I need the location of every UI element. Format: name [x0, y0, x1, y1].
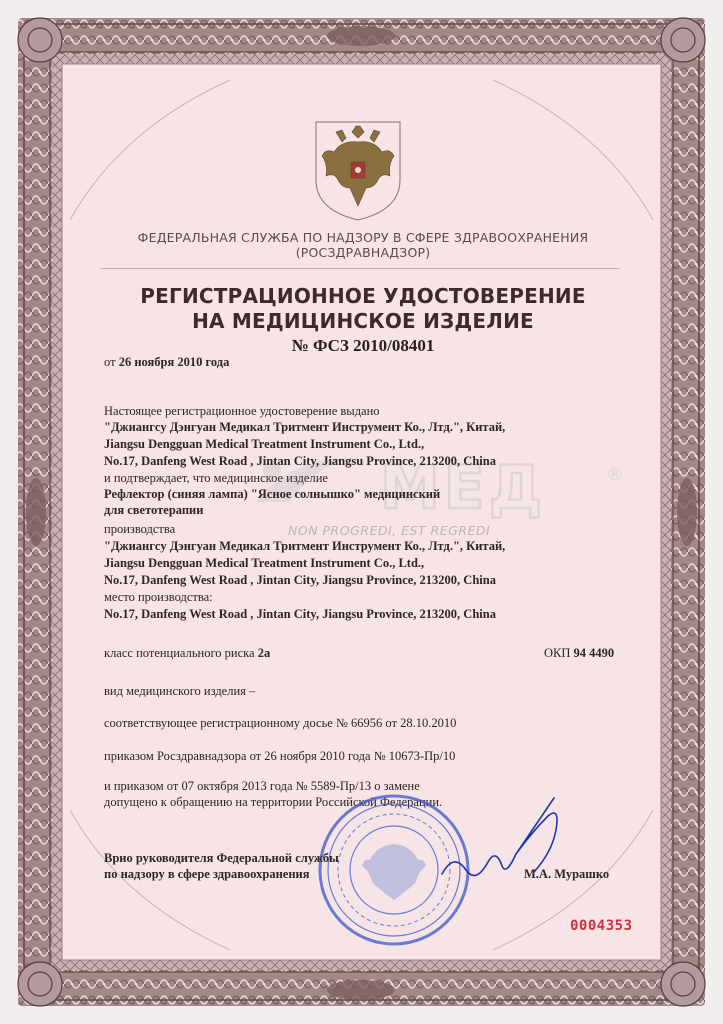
- dossier-reference: соответствующее регистрационному досье № 66956 от 28.10.2010: [104, 716, 457, 730]
- serial-number: 0004353: [570, 918, 633, 934]
- header-divider: [100, 268, 620, 269]
- issue-date-value: 26 ноября 2010 года: [118, 355, 230, 369]
- product-name: Рефлектор (синяя лампа) "Ясное солнышко" медицинский: [104, 487, 441, 501]
- certificate-title: РЕГИСТРАЦИОННОЕ УДОСТОВЕРЕНИЕ: [140, 284, 586, 308]
- watermark-logo-text: МЕД: [380, 453, 547, 520]
- manufacturer-address: No.17, Danfeng West Road , Jintan City, Jiangsu Province, 213200, China: [104, 573, 496, 587]
- certificate-number: № ФСЗ 2010/08401: [291, 336, 435, 355]
- signatory-position-line1: Врио руководителя Федеральной службы: [104, 851, 339, 865]
- order-replacement: и приказом от 07 октября 2013 года № 5589-Пр/13 о замене: [104, 779, 420, 793]
- certificate-subtitle: НА МЕДИЦИНСКОЕ ИЗДЕЛИЕ: [192, 309, 534, 333]
- order-reference: приказом Росздравнадзора от 26 ноября 2010 года № 10673-Пр/10: [104, 749, 456, 763]
- okp-label: ОКП: [544, 646, 571, 660]
- manufacturer-label: производства: [104, 522, 176, 536]
- issued-to-label: Настоящее регистрационное удостоверение выдано: [104, 404, 380, 418]
- registered-mark: ®: [606, 464, 624, 485]
- issue-date-prefix: от: [104, 355, 116, 369]
- product-purpose: для светотерапии: [104, 503, 204, 517]
- production-place-label: место производства:: [104, 590, 213, 604]
- agency-name: ФЕДЕРАЛЬНАЯ СЛУЖБА ПО НАДЗОРУ В СФЕРЕ ЗДРАВООХРАНЕНИЯ: [137, 230, 589, 245]
- manufacturer-name-ru: "Джиангсу Дэнгуан Медикал Тритмент Инструмент Ко., Лтд.", Китай,: [104, 539, 506, 553]
- issue-date: [104, 355, 229, 370]
- risk-class-value: 2а: [257, 646, 271, 660]
- okp-value: 94 4490: [573, 646, 615, 660]
- coat-of-arms-emblem: [312, 118, 404, 222]
- watermark-motto: NON PROGREDI, EST REGREDI: [288, 523, 491, 538]
- issuer-name-en: Jiangsu Dengguan Medical Treatment Instrument Co., Ltd.,: [104, 437, 425, 451]
- signatory-name: М.А. Мурашко: [524, 867, 610, 881]
- issuer-address: No.17, Danfeng West Road , Jintan City, Jiangsu Province, 213200, China: [104, 454, 496, 468]
- issuer-name-ru: "Джиангсу Дэнгуан Медикал Тритмент Инструмент Ко., Лтд.", Китай,: [104, 420, 506, 434]
- production-place: No.17, Danfeng West Road , Jintan City, Jiangsu Province, 213200, China: [104, 607, 496, 621]
- device-kind-label: вид медицинского изделия –: [104, 684, 256, 698]
- risk-class-label: класс потенциального риска: [104, 646, 255, 660]
- signatory-position-line2: по надзору в сфере здравоохранения: [104, 867, 310, 881]
- permitted-circulation: допущено к обращению на территории Российской Федерации.: [104, 795, 443, 809]
- confirms-label: и подтверждает, что медицинское изделие: [104, 471, 328, 485]
- okp-code: [544, 646, 614, 661]
- agency-abbreviation: (РОСЗДРАВНАДЗОР): [295, 245, 431, 260]
- risk-class: [104, 646, 270, 661]
- manufacturer-name-en: Jiangsu Dengguan Medical Treatment Instrument Co., Ltd.,: [104, 556, 425, 570]
